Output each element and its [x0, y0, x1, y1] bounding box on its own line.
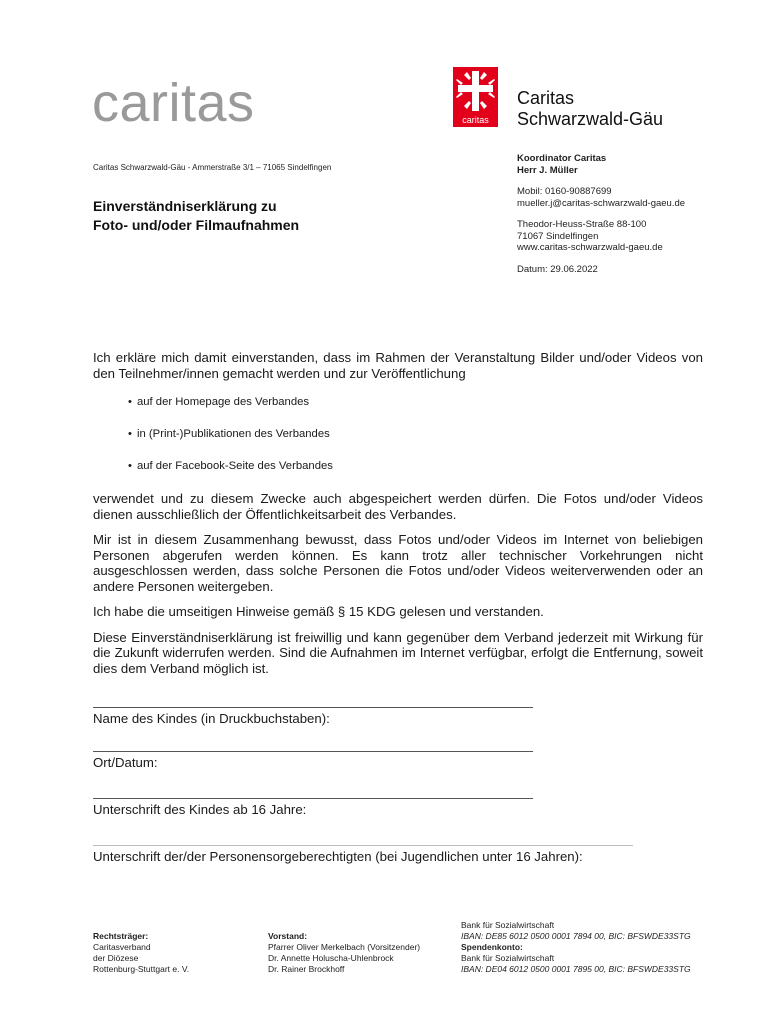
guardian-signature-field[interactable]: [93, 845, 633, 865]
revocation-paragraph: Diese Einverständniserklärung ist freiwillig und kann gegenüber dem Verband jederzeit mit Wirkung für die Zukunft widerrufen werden. Sind die Aufnahmen im Internet verfügbar, erfolgt die Entfernung, soweit dies dem Verband möglich ist.: [93, 629, 703, 676]
list-item: • auf der Homepage des Verbandes: [128, 395, 703, 409]
legal-label: Rechtsträger:: [93, 931, 149, 941]
place-date-label: Ort/Datum:: [93, 755, 158, 770]
caritas-logo: [453, 67, 498, 127]
signature-line: [93, 798, 533, 799]
document-date: Datum: 29.06.2022: [517, 263, 598, 275]
caritas-cross-icon: [453, 67, 498, 127]
usage-paragraph: verwendet und zu diesem Zwecke auch abgespeichert werden dürfen. Die Fotos und/oder Videos dienen ausschließlich der Öffentlichkeitsarbeit des Verbandes.: [93, 491, 703, 522]
board-line3: Dr. Rainer Brockhoff: [268, 964, 345, 974]
logo-text: caritas: [462, 115, 489, 125]
consent-body: [93, 350, 703, 686]
org-name-line2: Schwarzwald-Gäu: [517, 109, 664, 129]
sender-address-line: Caritas Schwarzwald-Gäu - Ammerstraße 3/1 – 71065 Sindelfingen: [93, 163, 332, 172]
board-label: Vorstand:: [268, 931, 308, 941]
child-name-label: Name des Kindes (in Druckbuchstaben):: [93, 711, 330, 726]
legal-line1: Caritasverband: [93, 942, 151, 952]
org-name-line1: Caritas: [517, 88, 575, 108]
organization-name: [517, 88, 663, 130]
kdg-paragraph: Ich habe die umseitigen Hinweise gemäß § 15 KDG gelesen und verstanden.: [93, 604, 544, 619]
legal-line2: der Diözese: [93, 953, 139, 963]
internet-paragraph: Mir ist in diesem Zusammenhang bewusst, dass Fotos und/oder Videos im Internet von beliebigen Personen abgerufen werden können. Es kann trotz aller technischer Vorkehrungen nicht ausgeschlossen werden, dass solche Personen die Fotos und/oder Videos weiterverwenden oder an andere Personen weitergeben.: [93, 532, 703, 594]
signature-line: [93, 707, 533, 708]
board-line1: Pfarrer Oliver Merkelbach (Vorsitzender): [268, 942, 421, 952]
legal-line3: Rottenburg-Stuttgart e. V.: [93, 964, 190, 974]
contact-website[interactable]: www.caritas-schwarzwald-gaeu.de: [517, 242, 663, 253]
title-line2: Foto- und/oder Filmaufnahmen: [93, 217, 300, 233]
list-item: • auf der Facebook-Seite des Verbandes: [128, 459, 703, 473]
board-line2: Dr. Annette Holuscha-Uhlenbrock: [268, 953, 394, 963]
contact-city: 71067 Sindelfingen: [517, 230, 599, 242]
title-line1: Einverständniserklärung zu: [93, 198, 277, 214]
place-date-field[interactable]: [93, 751, 533, 771]
bank2-iban: IBAN: DE04 6012 0500 0001 7895 00, BIC: BFSWDE33STG: [461, 964, 691, 974]
publication-list: [128, 395, 703, 473]
footer-bank: [461, 920, 691, 975]
guardian-signature-label: Unterschrift der/der Personensorgeberechtigten (bei Jugendlichen unter 16 Jahren):: [93, 849, 583, 864]
donation-label: Spendenkonto:: [461, 942, 523, 952]
contact-role: Koordinator Caritas: [517, 153, 607, 164]
footer-board: [268, 931, 420, 975]
bank2-name: Bank für Sozialwirtschaft: [461, 953, 555, 963]
child-name-field[interactable]: [93, 707, 533, 727]
intro-paragraph: Ich erkläre mich damit einverstanden, dass im Rahmen der Veranstaltung Bilder und/oder Videos von den Teilnehmer/innen gemacht werden und zur Veröffentlichung: [93, 350, 703, 381]
signature-line: [93, 751, 533, 752]
caritas-wordmark: caritas: [92, 73, 255, 133]
list-item: • in (Print-)Publikationen des Verbandes: [128, 427, 703, 441]
contact-name: Herr J. Müller: [517, 164, 578, 176]
document-title: [93, 197, 299, 235]
child-signature-label: Unterschrift des Kindes ab 16 Jahre:: [93, 802, 307, 817]
signature-line: [93, 845, 633, 846]
footer-legal-entity: [93, 931, 189, 975]
contact-street: Theodor-Heuss-Straße 88-100: [517, 219, 647, 230]
bank1-name: Bank für Sozialwirtschaft: [461, 920, 555, 930]
contact-mobile: Mobil: 0160-90887699: [517, 186, 612, 197]
bank1-iban: IBAN: DE85 6012 0500 0001 7894 00, BIC: BFSWDE33STG: [461, 931, 691, 941]
child-signature-field[interactable]: [93, 798, 533, 818]
contact-block: [517, 153, 685, 275]
contact-email[interactable]: mueller.j@caritas-schwarzwald-gaeu.de: [517, 197, 686, 209]
